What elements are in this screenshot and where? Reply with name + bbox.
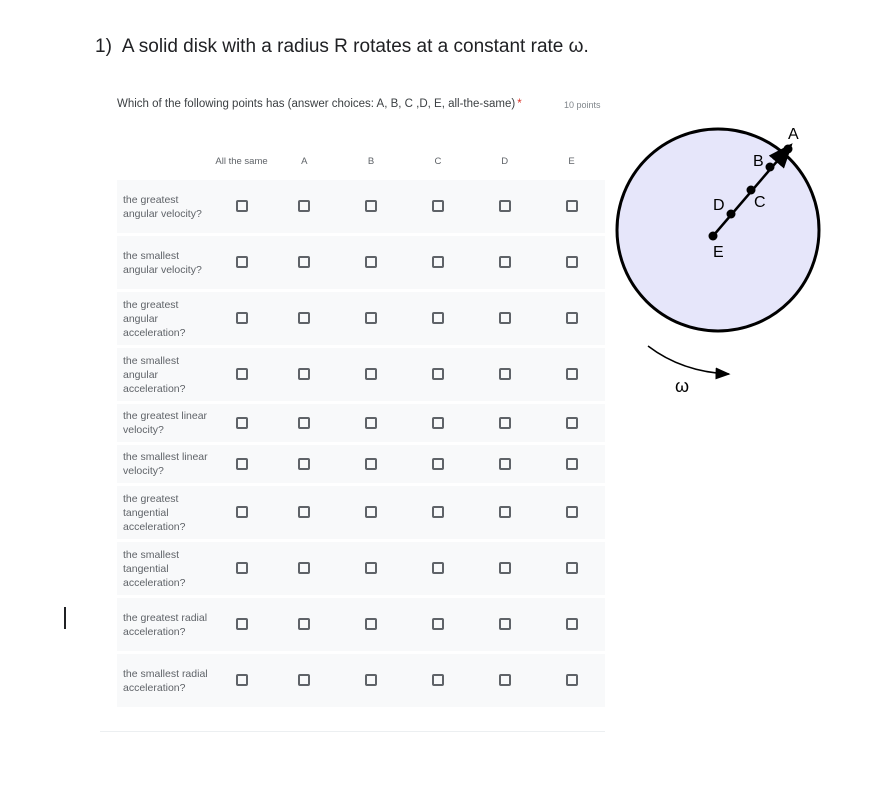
grid-cell <box>405 292 472 345</box>
required-asterisk: * <box>517 98 522 110</box>
label-d: D <box>713 197 725 214</box>
rotation-arrow <box>648 346 729 374</box>
grid-checkbox[interactable] <box>432 312 444 324</box>
grid-cell <box>405 445 472 483</box>
row-label: the smallest angular acceleration? <box>117 348 212 401</box>
grid-checkbox[interactable] <box>365 506 377 518</box>
grid-checkbox[interactable] <box>499 200 511 212</box>
grid-cell <box>338 654 405 707</box>
grid-cell <box>405 542 472 595</box>
grid-cell <box>538 598 605 651</box>
grid-cell <box>471 654 538 707</box>
grid-checkbox[interactable] <box>236 368 248 380</box>
grid-checkbox[interactable] <box>432 562 444 574</box>
grid-cell <box>405 654 472 707</box>
grid-checkbox[interactable] <box>236 458 248 470</box>
checkbox-grid-question <box>117 96 605 694</box>
grid-cell <box>212 180 271 233</box>
grid-checkbox[interactable] <box>365 417 377 429</box>
row-label: the smallest tangential acceleration? <box>117 542 212 595</box>
grid-checkbox[interactable] <box>298 312 310 324</box>
grid-checkbox[interactable] <box>566 368 578 380</box>
grid-cell <box>471 445 538 483</box>
grid-checkbox[interactable] <box>236 506 248 518</box>
table-row <box>117 404 605 442</box>
grid-checkbox[interactable] <box>365 200 377 212</box>
grid-checkbox[interactable] <box>365 458 377 470</box>
text-cursor <box>64 607 66 629</box>
disk-svg <box>600 110 840 410</box>
grid-cell <box>271 542 338 595</box>
row-label: the greatest radial acceleration? <box>117 598 212 651</box>
grid-checkbox[interactable] <box>499 674 511 686</box>
row-label: the greatest tangential acceleration? <box>117 486 212 539</box>
grid-cell <box>212 292 271 345</box>
grid-cell <box>338 542 405 595</box>
grid-checkbox[interactable] <box>298 368 310 380</box>
grid-checkbox[interactable] <box>236 674 248 686</box>
grid-checkbox[interactable] <box>566 562 578 574</box>
grid-checkbox[interactable] <box>499 562 511 574</box>
grid-cell <box>405 180 472 233</box>
grid-cell <box>271 598 338 651</box>
label-a: A <box>788 126 799 143</box>
grid-checkbox[interactable] <box>566 256 578 268</box>
grid-cell <box>538 180 605 233</box>
grid-cell <box>338 404 405 442</box>
point-e <box>709 232 718 241</box>
grid-cell <box>471 542 538 595</box>
table-row <box>117 236 605 289</box>
grid-cell <box>471 486 538 539</box>
grid-checkbox[interactable] <box>236 618 248 630</box>
question-heading-text: A solid disk with a radius R rotates at a constant rate ω. <box>121 36 589 57</box>
row-label: the smallest angular velocity? <box>117 236 212 289</box>
grid-checkbox[interactable] <box>298 200 310 212</box>
grid-checkbox[interactable] <box>432 674 444 686</box>
grid-checkbox[interactable] <box>499 618 511 630</box>
grid-cell <box>338 486 405 539</box>
grid-cell <box>271 654 338 707</box>
checkbox-grid <box>117 142 605 710</box>
table-row <box>117 348 605 401</box>
grid-checkbox[interactable] <box>566 618 578 630</box>
row-label: the smallest linear velocity? <box>117 445 212 483</box>
grid-checkbox[interactable] <box>432 458 444 470</box>
grid-checkbox[interactable] <box>298 618 310 630</box>
point-d <box>727 210 736 219</box>
question-prompt <box>117 96 557 112</box>
grid-cell <box>271 445 338 483</box>
grid-checkbox[interactable] <box>365 562 377 574</box>
table-row <box>117 445 605 483</box>
question-heading <box>95 36 589 58</box>
grid-cell <box>271 236 338 289</box>
point-b <box>766 163 775 172</box>
grid-checkbox[interactable] <box>566 506 578 518</box>
grid-cell <box>338 445 405 483</box>
label-c: C <box>754 194 766 211</box>
table-row <box>117 654 605 707</box>
grid-checkbox[interactable] <box>365 256 377 268</box>
column-header: E <box>568 155 575 167</box>
grid-checkbox[interactable] <box>298 506 310 518</box>
table-row <box>117 292 605 345</box>
question-number: 1) <box>95 36 112 57</box>
form-divider <box>100 731 605 732</box>
grid-cell <box>212 486 271 539</box>
table-row <box>117 542 605 595</box>
label-e: E <box>713 244 724 261</box>
grid-checkbox[interactable] <box>432 506 444 518</box>
grid-cell <box>271 348 338 401</box>
column-header: All the same <box>215 155 268 167</box>
row-label: the greatest angular velocity? <box>117 180 212 233</box>
grid-cell <box>212 348 271 401</box>
grid-cell <box>212 236 271 289</box>
grid-cell <box>471 236 538 289</box>
table-row <box>117 598 605 651</box>
grid-checkbox[interactable] <box>432 200 444 212</box>
grid-checkbox[interactable] <box>298 674 310 686</box>
grid-cell <box>471 404 538 442</box>
column-header: A <box>301 155 308 167</box>
grid-checkbox[interactable] <box>499 458 511 470</box>
grid-cell <box>405 598 472 651</box>
grid-checkbox[interactable] <box>499 368 511 380</box>
grid-checkbox[interactable] <box>365 312 377 324</box>
grid-cell <box>538 292 605 345</box>
grid-checkbox[interactable] <box>566 674 578 686</box>
grid-cell <box>212 654 271 707</box>
grid-checkbox[interactable] <box>499 312 511 324</box>
grid-cell <box>405 404 472 442</box>
grid-checkbox[interactable] <box>365 674 377 686</box>
grid-checkbox[interactable] <box>566 200 578 212</box>
grid-checkbox[interactable] <box>298 256 310 268</box>
grid-checkbox[interactable] <box>432 256 444 268</box>
grid-cell <box>405 236 472 289</box>
grid-checkbox[interactable] <box>236 417 248 429</box>
grid-header-row <box>117 145 605 177</box>
column-header: B <box>367 155 375 167</box>
grid-checkbox[interactable] <box>365 368 377 380</box>
column-header: D <box>501 155 509 167</box>
grid-corner <box>117 145 212 177</box>
question-prompt-text: Which of the following points has (answer choices: A, B, C ,D, E, all-the-same) <box>117 98 516 110</box>
omega-label: ω <box>675 376 690 396</box>
grid-checkbox[interactable] <box>499 506 511 518</box>
grid-cell <box>471 598 538 651</box>
grid-cell <box>271 404 338 442</box>
grid-cell <box>271 486 338 539</box>
grid-cell <box>538 236 605 289</box>
grid-checkbox[interactable] <box>236 200 248 212</box>
grid-cell <box>471 180 538 233</box>
grid-cell <box>471 348 538 401</box>
grid-cell <box>538 542 605 595</box>
grid-cell <box>338 236 405 289</box>
grid-checkbox[interactable] <box>432 368 444 380</box>
grid-checkbox[interactable] <box>566 458 578 470</box>
grid-cell <box>538 348 605 401</box>
grid-checkbox[interactable] <box>566 417 578 429</box>
grid-cell <box>212 445 271 483</box>
grid-cell <box>338 292 405 345</box>
grid-cell <box>538 404 605 442</box>
label-b: B <box>753 153 764 170</box>
grid-checkbox[interactable] <box>566 312 578 324</box>
points-label: 10 points <box>564 100 601 110</box>
table-row <box>117 180 605 233</box>
grid-checkbox[interactable] <box>499 256 511 268</box>
row-label: the greatest linear velocity? <box>117 404 212 442</box>
grid-cell <box>212 542 271 595</box>
grid-checkbox[interactable] <box>365 618 377 630</box>
point-a <box>784 145 793 154</box>
grid-checkbox[interactable] <box>432 618 444 630</box>
grid-cell <box>271 292 338 345</box>
row-label: the smallest radial acceleration? <box>117 654 212 707</box>
grid-cell <box>405 486 472 539</box>
grid-checkbox[interactable] <box>499 417 511 429</box>
grid-checkbox[interactable] <box>298 562 310 574</box>
grid-cell <box>471 292 538 345</box>
grid-cell <box>538 654 605 707</box>
column-header: C <box>434 155 442 167</box>
grid-checkbox[interactable] <box>298 458 310 470</box>
grid-checkbox[interactable] <box>236 312 248 324</box>
grid-cell <box>538 486 605 539</box>
grid-cell <box>338 348 405 401</box>
grid-cell <box>338 598 405 651</box>
rotating-disk-diagram <box>600 110 840 415</box>
grid-cell <box>405 348 472 401</box>
grid-cell <box>212 404 271 442</box>
table-row <box>117 486 605 539</box>
grid-checkbox[interactable] <box>298 417 310 429</box>
grid-checkbox[interactable] <box>236 562 248 574</box>
grid-cell <box>538 445 605 483</box>
grid-checkbox[interactable] <box>432 417 444 429</box>
grid-cell <box>271 180 338 233</box>
grid-checkbox[interactable] <box>236 256 248 268</box>
grid-cell <box>338 180 405 233</box>
row-label: the greatest angular acceleration? <box>117 292 212 345</box>
grid-cell <box>212 598 271 651</box>
